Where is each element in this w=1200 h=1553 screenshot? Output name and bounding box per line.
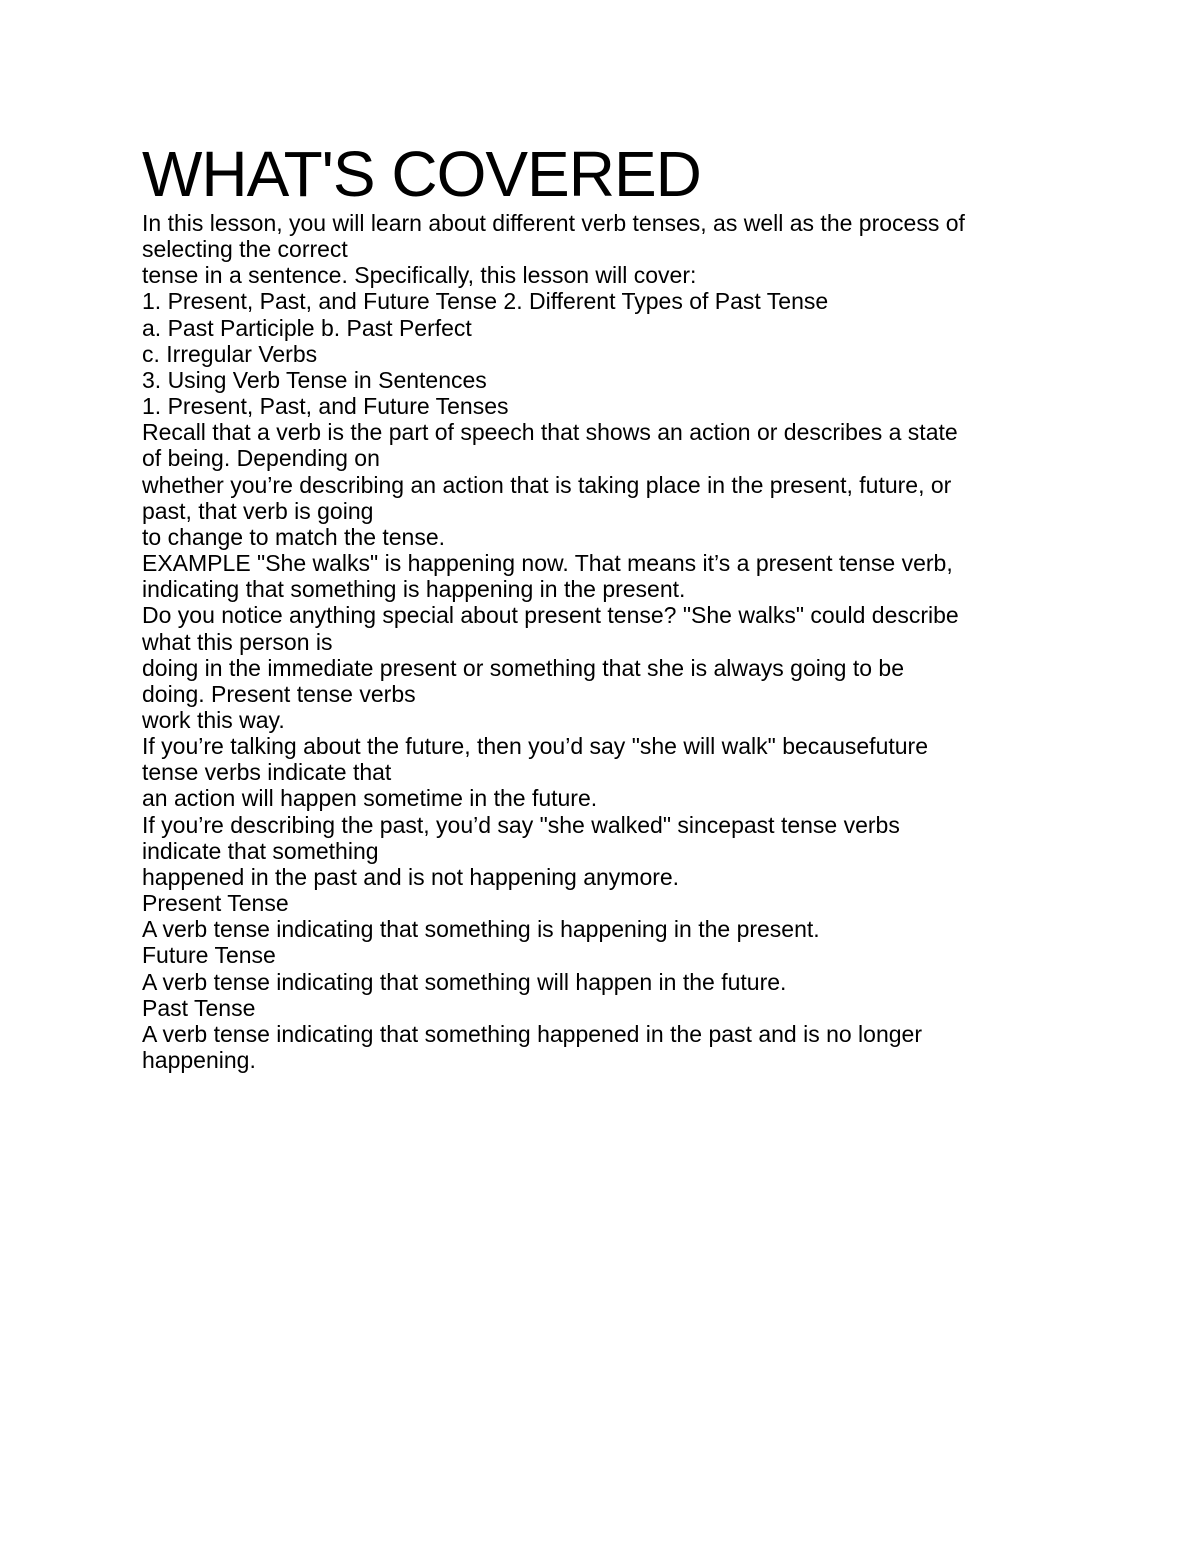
text-line: Past Tense xyxy=(142,994,256,1021)
text-line: indicate that something xyxy=(142,837,379,864)
text-line: Future Tense xyxy=(142,942,276,969)
text-line: A verb tense indicating that something happened in the past and is no longer xyxy=(142,1020,922,1047)
text-line: A verb tense indicating that something will happen in the future. xyxy=(142,968,787,995)
text-line: a. Past Participle b. Past Perfect xyxy=(142,314,472,341)
text-line: to change to match the tense. xyxy=(142,523,446,550)
text-line: work this way. xyxy=(142,706,285,733)
text-line: Present Tense xyxy=(142,890,289,917)
text-line: an action will happen sometime in the future. xyxy=(142,785,598,812)
text-line: 3. Using Verb Tense in Sentences xyxy=(142,366,487,393)
text-line: tense in a sentence. Specifically, this lesson will cover: xyxy=(142,262,697,289)
body-text xyxy=(142,210,1142,1073)
text-line: Do you notice anything special about present tense? "She walks" could describe xyxy=(142,602,959,629)
text-line: indicating that something is happening in the present. xyxy=(142,576,686,603)
text-line: doing in the immediate present or something that she is always going to be xyxy=(142,654,904,681)
text-line: past, that verb is going xyxy=(142,497,374,524)
text-line: In this lesson, you will learn about different verb tenses, as well as the process of xyxy=(142,210,965,236)
text-line: 1. Present, Past, and Future Tense 2. Different Types of Past Tense xyxy=(142,288,829,315)
text-line: 1. Present, Past, and Future Tenses xyxy=(142,393,509,420)
text-line: happened in the past and is not happening anymore. xyxy=(142,863,680,890)
text-line: EXAMPLE "She walks" is happening now. That means it’s a present tense verb, xyxy=(142,550,953,577)
text-line: tense verbs indicate that xyxy=(142,759,392,786)
text-line: If you’re describing the past, you’d say "she walked" sincepast tense verbs xyxy=(142,811,900,838)
text-line: whether you’re describing an action that is taking place in the present, future, or xyxy=(142,471,952,498)
page-title: WHAT'S COVERED xyxy=(142,138,701,210)
text-line: If you’re talking about the future, then you’d say "she will walk" becausefuture xyxy=(142,733,928,760)
document-page xyxy=(142,138,1142,1073)
text-line: Recall that a verb is the part of speech that shows an action or describes a state xyxy=(142,419,958,446)
text-line: A verb tense indicating that something is happening in the present. xyxy=(142,916,820,943)
text-line: happening. xyxy=(142,1047,256,1073)
text-line: selecting the correct xyxy=(142,236,348,263)
text-line: doing. Present tense verbs xyxy=(142,680,416,707)
text-line: c. Irregular Verbs xyxy=(142,340,318,367)
text-line: what this person is xyxy=(142,628,333,655)
text-line: of being. Depending on xyxy=(142,445,380,472)
